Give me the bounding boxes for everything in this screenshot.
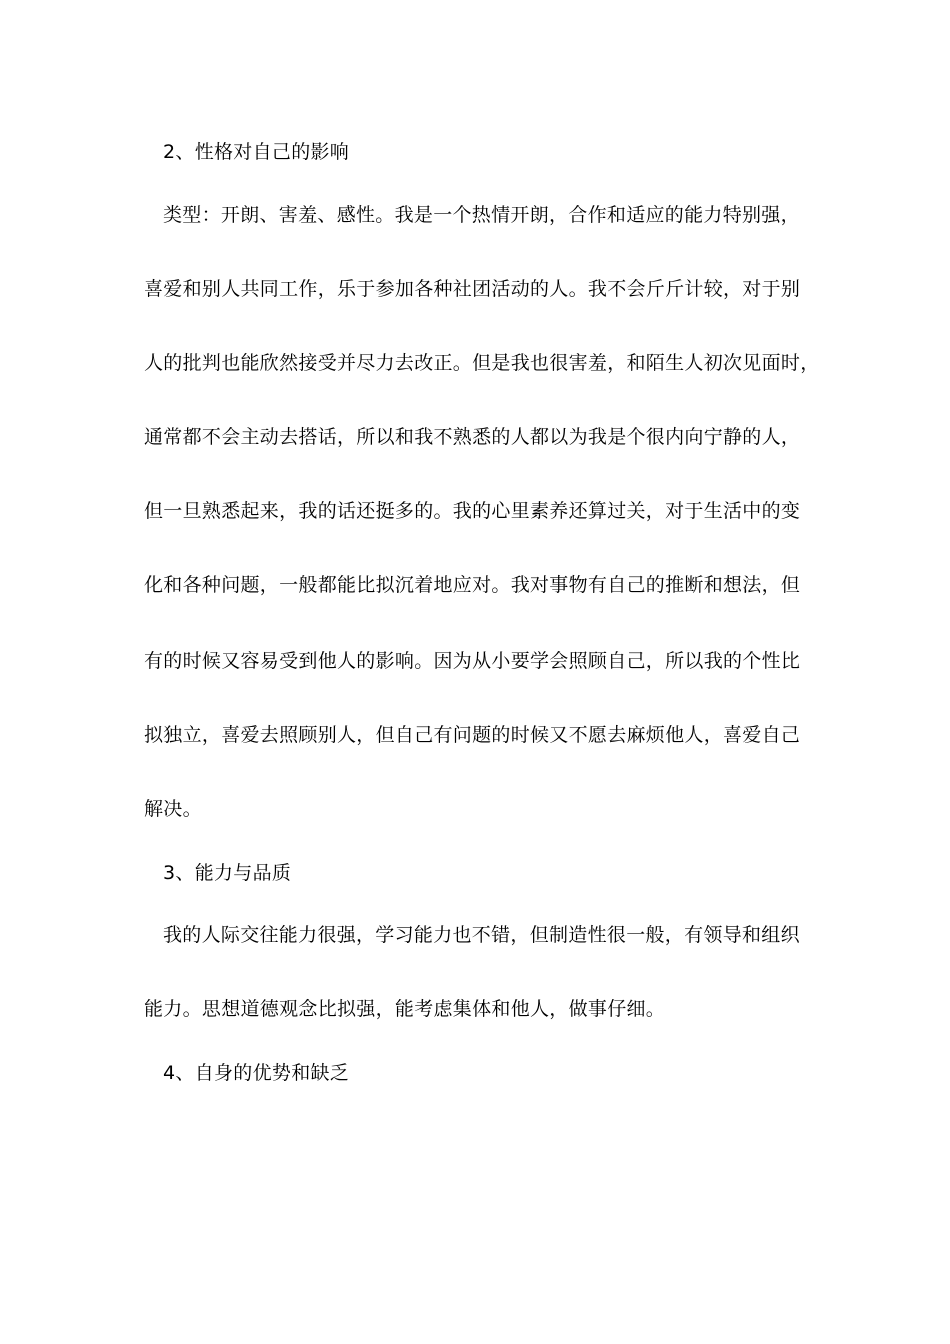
paragraph-line: 解决。 bbox=[144, 798, 202, 820]
paragraph-line: 通常都不会主动去搭话，所以和我不熟悉的人都以为我是个很内向宁静的人， bbox=[144, 426, 801, 448]
paragraph-line: 我的人际交往能力很强，学习能力也不错，但制造性很一般，有领导和组织 bbox=[163, 924, 800, 946]
section-heading-personality: 2、性格对自己的影响 bbox=[163, 141, 350, 163]
paragraph-line: 但一旦熟悉起来，我的话还挺多的。我的心里素养还算过关，对于生活中的变 bbox=[144, 500, 801, 522]
paragraph-line: 喜爱和别人共同工作，乐于参加各种社团活动的人。我不会斤斤计较，对于别 bbox=[144, 278, 801, 300]
paragraph-line: 类型：开朗、害羞、感性。我是一个热情开朗，合作和适应的能力特别强， bbox=[163, 204, 800, 226]
paragraph-line: 拟独立，喜爱去照顾别人，但自己有问题的时候又不愿去麻烦他人，喜爱自己 bbox=[144, 724, 801, 746]
paragraph-line: 有的时候又容易受到他人的影响。因为从小要学会照顾自己，所以我的个性比 bbox=[144, 650, 801, 672]
section-heading-strengths: 4、自身的优势和缺乏 bbox=[163, 1062, 350, 1084]
paragraph-line: 能力。思想道德观念比拟强，能考虑集体和他人，做事仔细。 bbox=[144, 998, 666, 1020]
section-heading-ability: 3、能力与品质 bbox=[163, 862, 292, 884]
paragraph-line: 人的批判也能欣然接受并尽力去改正。但是我也很害羞，和陌生人初次见面时， bbox=[144, 352, 820, 374]
paragraph-line: 化和各种问题，一般都能比拟沉着地应对。我对事物有自己的推断和想法，但 bbox=[144, 574, 801, 596]
